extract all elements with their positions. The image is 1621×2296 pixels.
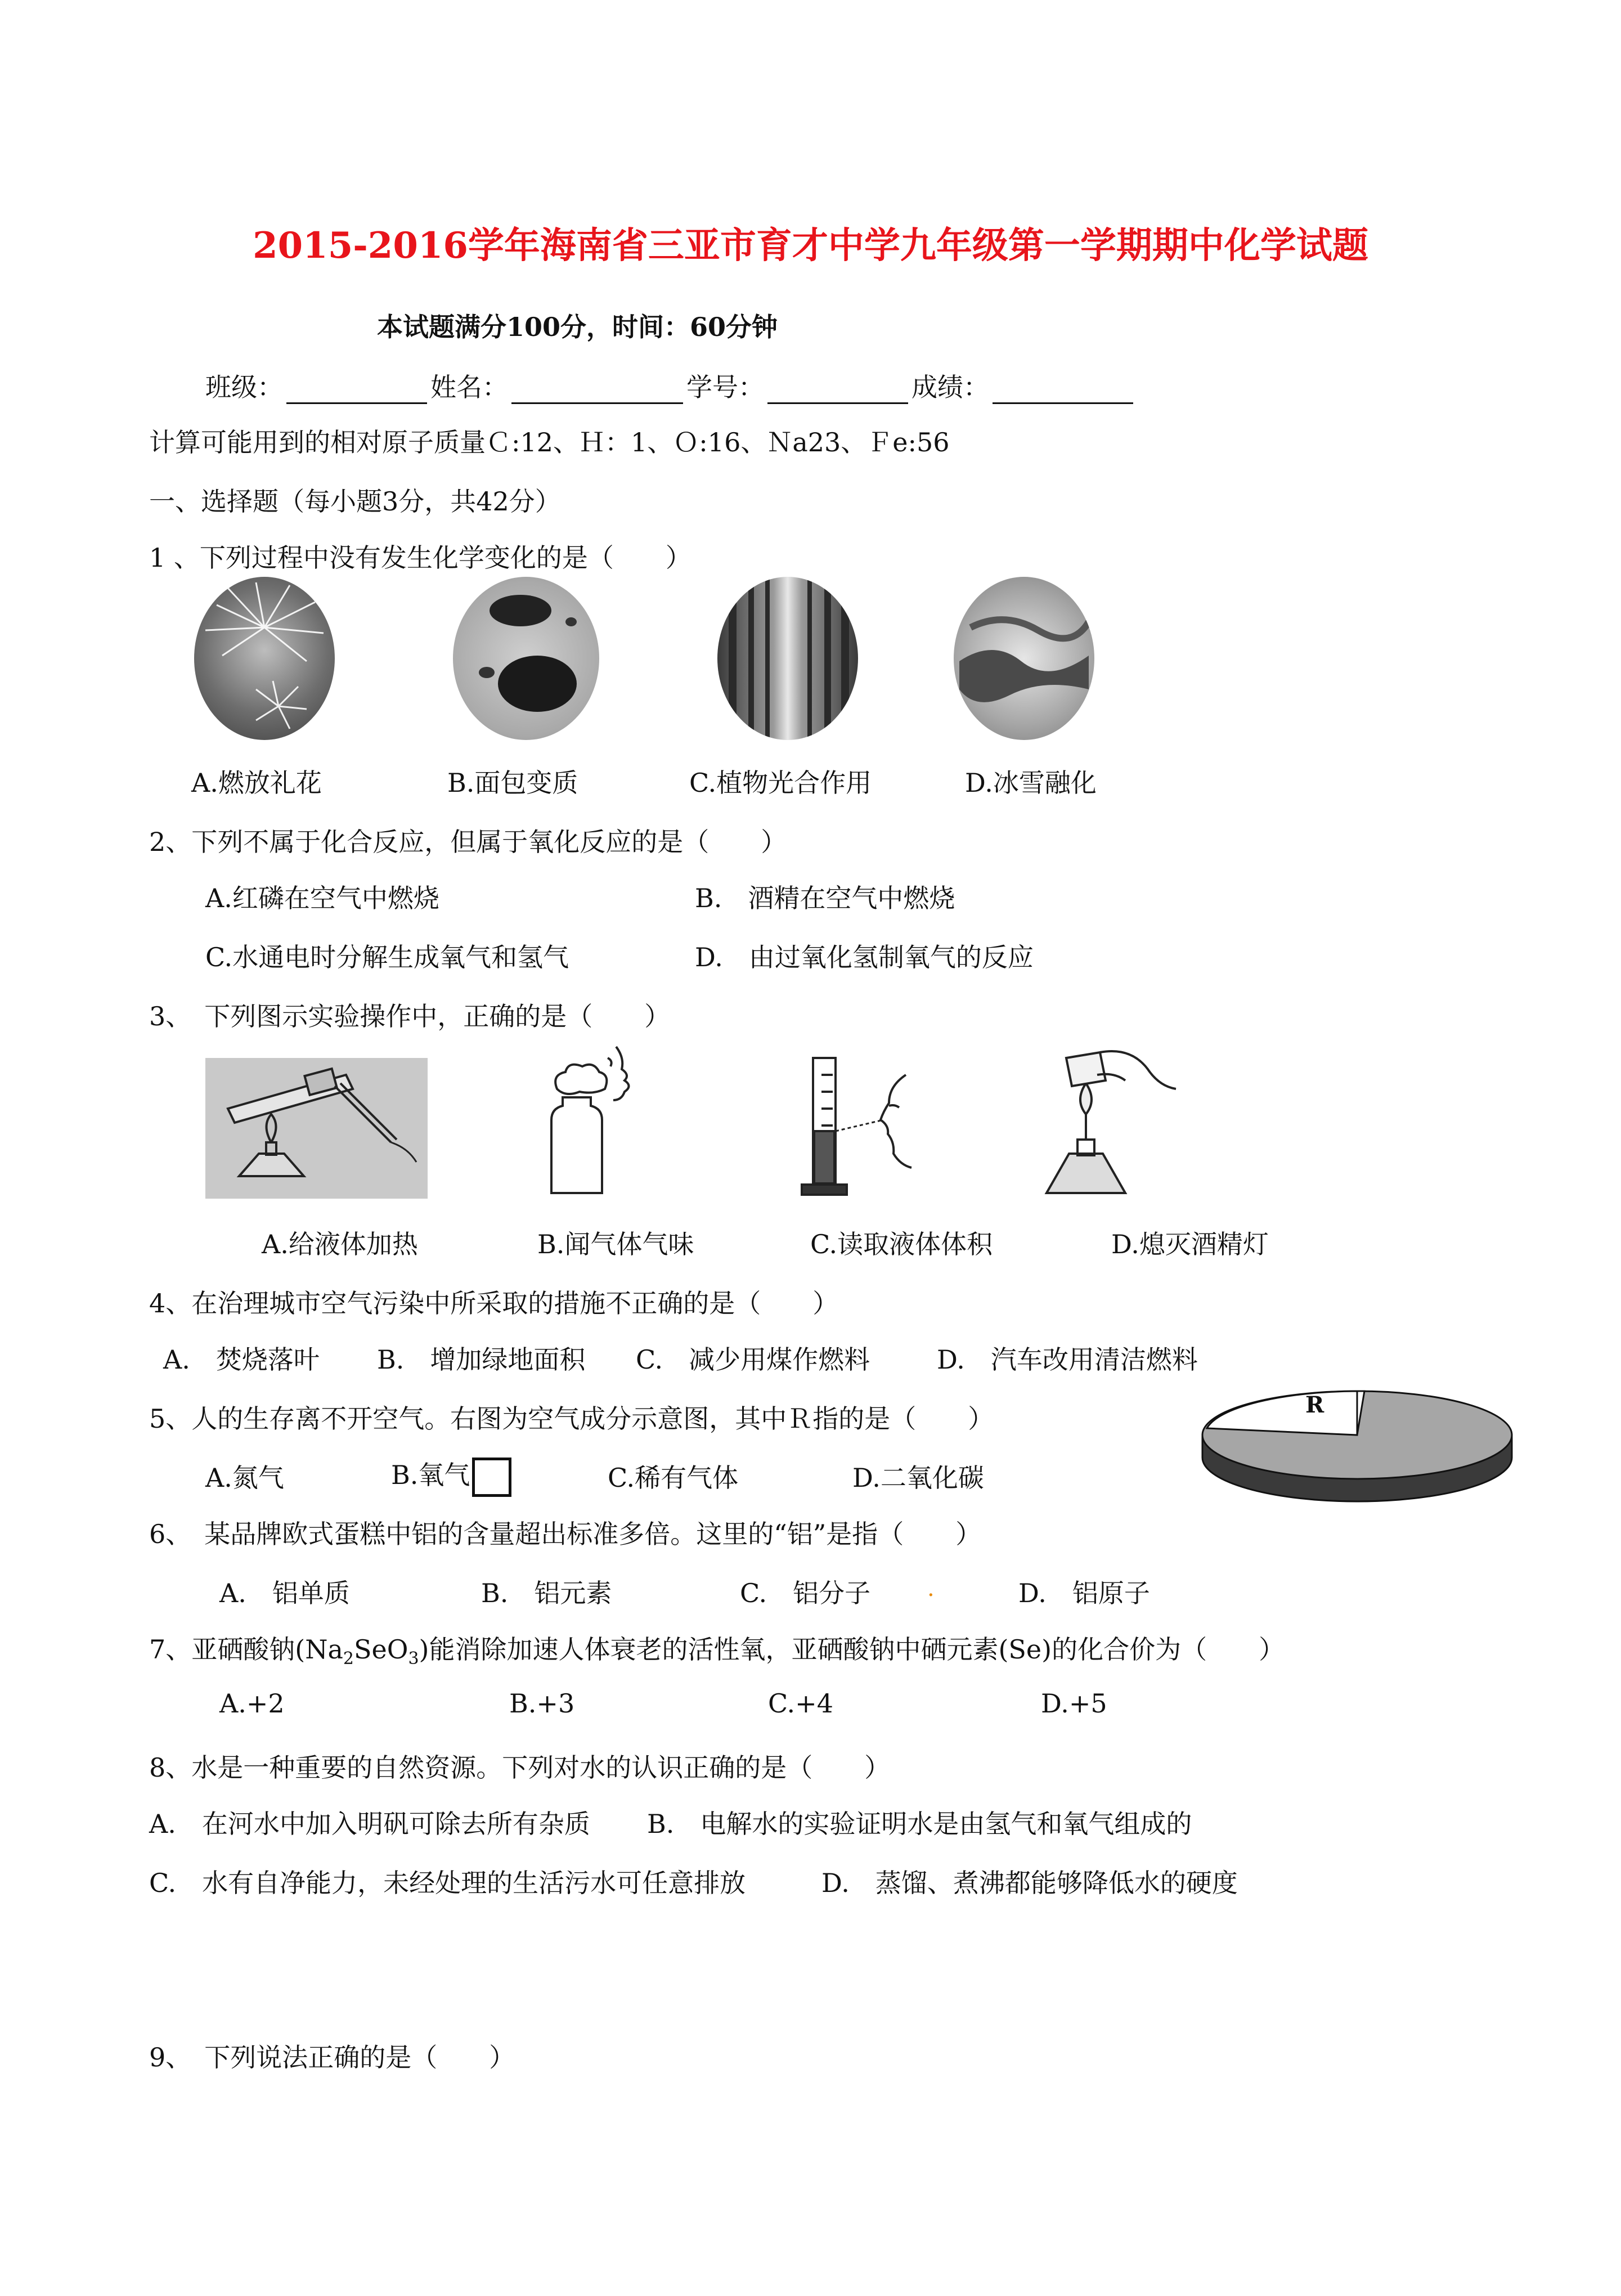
q1-option-b[interactable]: B.面包变质	[447, 768, 578, 798]
q3-option-b[interactable]: B.闻气体气味	[537, 1229, 694, 1259]
q3-option-c[interactable]: C.读取液体体积	[810, 1229, 993, 1259]
q8-option-a[interactable]: A. 在河水中加入明矾可除去所有杂质	[149, 1809, 590, 1839]
q3-option-d[interactable]: D.熄灭酒精灯	[1111, 1229, 1269, 1259]
q5-option-b[interactable]	[391, 1455, 511, 1497]
stray-orange-dot: .	[927, 1576, 935, 1602]
question-1-stem: 1 、下列过程中没有发生化学变化的是（ ）	[149, 542, 691, 573]
class-label: 班级：	[205, 372, 283, 402]
q7-option-d[interactable]: D.+5	[1041, 1688, 1107, 1719]
q6-option-b[interactable]: B. 铝元素	[481, 1578, 612, 1608]
name-label: 姓名：	[430, 372, 508, 402]
question-8-stem: 8、水是一种重要的自然资源。下列对水的认识正确的是（ ）	[149, 1752, 891, 1783]
q4-option-d[interactable]: D. 汽车改用清洁燃料	[937, 1344, 1198, 1375]
q7-option-a[interactable]: A.+2	[219, 1688, 285, 1719]
heating-liquid-image	[205, 1058, 428, 1199]
pie-label-r: R	[1305, 1392, 1324, 1418]
q4-option-c[interactable]: C. 减少用煤作燃料	[636, 1344, 870, 1375]
number-label: 学号：	[686, 372, 764, 402]
question-3-stem: 3、 下列图示实验操作中，正确的是（ ）	[149, 1001, 671, 1032]
name-blank[interactable]	[511, 375, 683, 404]
q7-stem-part3: )能消除加速人体衰老的活性氧，亚硒酸钠中硒元素(Se)的化合价为（ ）	[419, 1634, 1285, 1665]
q6-option-a[interactable]: A. 铝单质	[219, 1578, 350, 1608]
page-title: 2015-2016学年海南省三亚市育才中学九年级第一学期期中化学试题	[253, 225, 1368, 267]
student-info-row	[205, 367, 1137, 404]
section-heading: 一、选择题（每小题3分，共42分）	[149, 486, 561, 517]
q2-option-a[interactable]: A.红磷在空气中燃烧	[205, 883, 439, 913]
q1-option-d[interactable]: D.冰雪融化	[965, 768, 1097, 798]
exam-subtitle: 本试题满分100分，时间：60分钟	[377, 312, 778, 342]
air-composition-pie	[1196, 1379, 1519, 1503]
q4-option-a[interactable]: A. 焚烧落叶	[163, 1344, 320, 1375]
q7-option-c[interactable]: C.+4	[768, 1688, 833, 1719]
fireworks-image	[194, 577, 335, 740]
q8-option-d[interactable]: D. 蒸馏、煮沸都能够降低水的硬度	[821, 1868, 1238, 1898]
q5-option-c[interactable]: C.稀有气体	[608, 1463, 739, 1493]
question-7-stem	[149, 1629, 1285, 1669]
score-blank[interactable]	[993, 375, 1133, 404]
q5-option-b-label: B.氧气	[391, 1460, 470, 1490]
q8-option-c[interactable]: C. 水有自净能力，未经处理的生活污水可任意排放	[149, 1868, 746, 1898]
q7-stem-part1: 7、亚硒酸钠(Na	[149, 1634, 343, 1665]
q3-option-a[interactable]: A.给液体加热	[262, 1229, 418, 1259]
q2-option-d[interactable]: D. 由过氧化氢制氧气的反应	[695, 942, 1034, 972]
q5-option-a[interactable]: A.氮气	[205, 1463, 284, 1493]
question-4-stem: 4、在治理城市空气污染中所采取的措施不正确的是（ ）	[149, 1288, 839, 1319]
question-5-stem: 5、人的生存离不开空气。右图为空气成分示意图，其中Ｒ指的是（ ）	[149, 1403, 994, 1434]
q7-stem-part2: SeO	[353, 1634, 408, 1665]
q4-option-b[interactable]: B. 增加绿地面积	[377, 1344, 586, 1375]
q1-option-c[interactable]: C.植物光合作用	[689, 768, 872, 798]
smelling-gas-image	[540, 1035, 647, 1199]
q7-subscript-1: 2	[343, 1649, 354, 1669]
question-9-stem: 9、 下列说法正确的是（ ）	[149, 2042, 515, 2073]
q6-option-d[interactable]: D. 铝原子	[1018, 1578, 1150, 1608]
question-2-stem: 2、下列不属于化合反应，但属于氧化反应的是（ ）	[149, 827, 787, 857]
reading-volume-image	[799, 1052, 920, 1199]
q5-option-d[interactable]: D.二氧化碳	[852, 1463, 984, 1493]
q7-subscript-2: 3	[408, 1649, 419, 1669]
forest-photosynthesis-image	[717, 577, 858, 740]
class-blank[interactable]	[286, 375, 427, 404]
answer-box	[472, 1458, 511, 1497]
q8-option-b[interactable]: B. 电解水的实验证明水是由氢气和氧气组成的	[647, 1809, 1192, 1839]
q6-option-c[interactable]: C. 铝分子	[740, 1578, 871, 1608]
q2-option-c[interactable]: C.水通电时分解生成氧气和氢气	[205, 942, 569, 972]
melting-snow-image	[954, 577, 1094, 740]
extinguishing-lamp-image	[1041, 1047, 1182, 1199]
q2-option-b[interactable]: B. 酒精在空气中燃烧	[695, 883, 955, 913]
atomic-mass-note: 计算可能用到的相对原子质量Ｃ:12、Ｈ：1、Ｏ:16、Ｎa23、Ｆe:56	[149, 427, 950, 458]
question-6-stem: 6、 某品牌欧式蛋糕中铝的含量超出标准多倍。这里的“铝”是指（ ）	[149, 1519, 982, 1549]
moldy-bread-image	[453, 577, 599, 740]
q7-option-b[interactable]: B.+3	[509, 1688, 575, 1719]
number-blank[interactable]	[767, 375, 908, 404]
score-label: 成绩：	[911, 372, 989, 402]
q1-option-a[interactable]: A.燃放礼花	[191, 768, 322, 798]
